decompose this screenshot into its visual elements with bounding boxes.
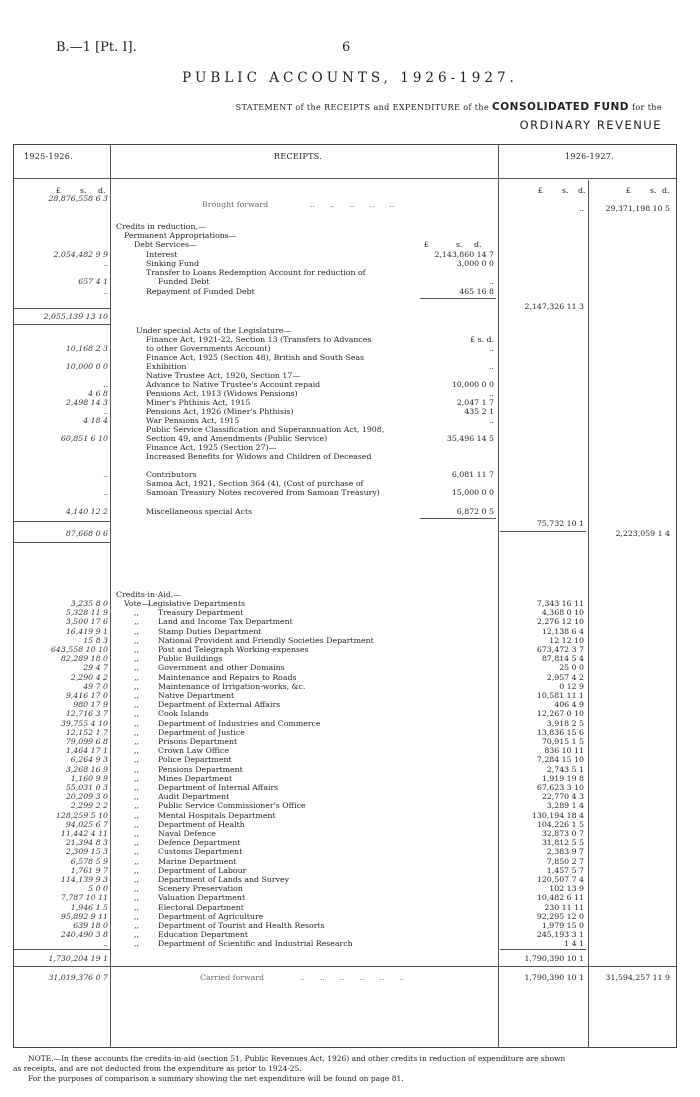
brought-forward-1926: 29,371,198 10 5 [605,204,670,213]
credits-in-aid-1925: 49 7 0 [83,682,108,691]
credits-in-aid-1925: 3,500 17 6 [65,617,108,626]
credits-in-aid-amount: 836 10 11 [544,746,584,755]
credits-in-aid-amount: 2,957 4 2 [546,673,584,682]
credits-in-aid-amount: 4,368 0 10 [541,608,584,617]
special-acts-1925-total: 87,668 0 6 [65,529,108,538]
credits-in-aid-label: Department of Industries and Commerce [158,719,321,728]
credits-in-aid-1925: 1,946 1 5 [70,903,108,912]
credits-in-aid-1925: 2,290 4 2 [70,673,108,682]
credits-in-aid-amount: 130,194 18 4 [531,811,584,820]
special-act-label: Finance Act, 1925 (Section 27)— [146,443,277,452]
ditto-mark: ,, [134,939,139,948]
ditto-mark: ,, [134,746,139,755]
credits-in-aid-label: Post and Telegraph Working-expenses [158,645,309,654]
special-act-label: Contributors [146,470,197,479]
footnote-line: NOTE.—In these accounts the credits-in-aid (section 51, Public Revenues Act, 1926) and other credits in reduction of expenditure are shown [28,1054,566,1063]
credits-in-aid-label: Native Department [158,691,235,700]
money-head-pence: d. [474,240,482,249]
ditto-mark: ,, [134,829,139,838]
credits-in-aid-amount: 10,581 11 1 [536,691,584,700]
special-act-amount: £ s. d. [470,335,494,344]
credits-in-aid-label: Cook Islands [158,709,209,718]
ditto-mark: ,, [134,709,139,718]
credits-in-aid-amount: 10,482 6 11 [536,893,584,902]
special-act-label: Miscellaneous special Acts [146,507,253,516]
credits-in-aid-1925: 79,099 6 8 [65,737,108,746]
credits-reduction-subtotal: 2,147,326 11 3 [524,302,584,311]
ditto-mark: ,, [134,866,139,875]
credits-in-aid-label: Stamp Duties Department [158,627,262,636]
credits-in-aid-1925: 128,259 5 10 [55,811,108,820]
credits-in-aid-label: Department of Health [158,820,245,829]
credits-in-aid-1925: 5 0 0 [88,884,108,893]
credits-in-aid-label: Department of Agriculture [158,912,264,921]
ditto-mark: ,, [134,801,139,810]
credits-in-aid-1925: 1,160 9 9 [70,774,108,783]
credits-in-aid-amount: 120,507 7 4 [536,875,584,884]
money-head-shilling: s. [456,240,463,249]
credits-in-aid-amount: 13,836 15 6 [536,728,584,737]
carried-forward-1926: 31,594,257 11 9 [605,973,670,982]
credits-in-aid-label: Defence Department [158,838,241,847]
subtotal-rule [500,531,586,532]
money-head-pence: d. [578,186,586,195]
credits-in-aid-label: Department of Tourist and Health Resorts [158,921,325,930]
credits-reduction-label: Transfer to Loans Redemption Account for reduction of [146,268,366,277]
credits-in-aid-label: Department of Internal Affairs [158,783,279,792]
credits-in-aid-label: Customs Department [158,847,243,856]
special-act-amount: 35,496 14 5 [446,434,494,443]
special-act-amount: .. [489,344,494,353]
credits-reduction-1925-total: 2,055,139 13 10 [43,312,108,321]
credits-in-aid-amount: 2,743 5 1 [546,765,584,774]
credits-in-aid-total: 1,790,390 10 1 [524,954,584,963]
special-act-1925: 10,168 2 3 [65,344,108,353]
credits-in-aid-1925: 5,328 11 9 [65,608,108,617]
credits-reduction-label: Interest [146,250,178,259]
special-act-1925: .. [103,488,108,497]
credits-in-aid-1925: 55,031 0 3 [65,783,108,792]
credits-in-aid-amount: 87,814 5 4 [541,654,584,663]
credits-in-aid-amount: 32,873 0 7 [541,829,584,838]
credits-in-aid-amount: 2,383 9 7 [546,847,584,856]
ditto-mark: ,, [134,930,139,939]
special-act-label: War Pensions Act, 1915 [146,416,240,425]
debt-services-heading: Debt Services— [134,240,197,249]
subtotal-rule [14,308,110,309]
credits-in-aid-label: Mental Hospitals Department [158,811,276,820]
col-head-1925: 1925-1926. [24,152,73,161]
subtotal-rule [500,949,586,950]
carried-forward-label: Carried forward [200,973,264,982]
credits-in-aid-1925: 7,787 10 11 [60,893,108,902]
brought-forward-1925: 28,876,558 6 3 [48,194,108,203]
money-head-pence: d. [98,186,106,195]
ditto-mark: ,, [134,737,139,746]
credits-in-aid-amount: 0 12 9 [559,682,584,691]
credits-in-aid-1925: 12,152 1 7 [65,728,108,737]
ditto-mark: ,, [134,719,139,728]
money-head-pound: £ [424,240,429,249]
ditto-mark: ,, [134,912,139,921]
special-act-amount: 2,047 1 7 [456,398,494,407]
credits-in-aid-label: Department of Justice [158,728,245,737]
credits-in-aid-label: Audit Department [158,792,230,801]
credits-in-aid-label: Police Department [158,755,232,764]
brought-forward-mid: .. [579,204,584,213]
ditto-mark: ,, [134,700,139,709]
vote-prefix: Vote— [124,599,150,608]
credits-in-aid-amount: 7,850 2 7 [546,857,584,866]
ditto-mark: ,, [134,820,139,829]
credits-in-aid-amount: 406 4 9 [554,700,584,709]
carried-forward-mid: 1,790,390 10 1 [524,973,584,982]
credits-in-aid-1925: 2,299 2 2 [70,801,108,810]
money-head-pound: £ [538,186,543,195]
credits-in-aid-1925: 12,716 3 7 [65,709,108,718]
ditto-mark: ,, [134,857,139,866]
special-act-label: Public Service Classification and Superannuation Act, 1908, [146,425,385,434]
credits-in-aid-amount: 3,918 2 5 [546,719,584,728]
credits-in-aid-amount: 3,289 1 4 [546,801,584,810]
ditto-mark: ,, [134,627,139,636]
special-act-label: Section 49, and Amendments (Public Service) [146,434,328,443]
credits-reduction-amount: 2,143,860 14 7 [434,250,494,259]
ditto-mark: ,, [134,921,139,930]
credits-in-aid-amount: 1,979 15 0 [541,921,584,930]
credits-in-aid-1925: 240,490 3 8 [60,930,108,939]
credits-reduction-label: Repayment of Funded Debt [146,287,255,296]
special-act-1925: 4 6 8 [88,389,108,398]
permanent-appropriations: Permanent Appropriations— [124,231,237,240]
special-act-label: to other Governments Account) [146,344,271,353]
special-act-label: Pensions Act, 1913 (Widows Pensions) [146,389,298,398]
special-act-amount: .. [489,362,494,371]
ditto-mark: ,, [134,765,139,774]
credits-in-aid-label: Education Department [158,930,249,939]
brought-forward-label: Brought forward [202,200,269,209]
credits-in-aid-label: Public Buildings [158,654,223,663]
credits-in-aid-label: Marine Department [158,857,237,866]
credits-in-aid-1925: 2,309 15 3 [65,847,108,856]
ditto-mark: ,, [134,682,139,691]
credits-in-aid-1925: 16,419 9 1 [65,627,108,636]
credits-in-aid-1925: 6,578 5 9 [70,857,108,866]
credits-in-aid-heading: Credits-in-Aid,— [116,590,182,599]
credits-reduction-1925: .. [103,287,108,296]
credits-in-aid-label: Department of Lands and Survey [158,875,290,884]
credits-in-aid-1925: 1,761 9 7 [70,866,108,875]
special-act-amount: 435 2 1 [464,407,494,416]
subtotal-rule [14,521,110,522]
special-act-1925: .. [103,470,108,479]
footnote-line: as receipts, and are not deducted from the expenditure as prior to 1924-25. [13,1064,302,1073]
special-act-label: Native Trustee Act, 1920, Section 17— [146,371,301,380]
special-act-1925: 2,498 14 3 [65,398,108,407]
page-reference: B.—1 [Pt. I]. [56,40,137,55]
subtotal-rule [420,518,496,519]
ditto-mark: ,, [134,838,139,847]
credits-in-aid-label: Prisons Department [158,737,238,746]
credits-reduction-1925: 657 4 1 [78,277,108,286]
subtitle-fund: CONSOLIDATED FUND [492,101,629,113]
credits-in-aid-1925: 643,558 10 10 [50,645,108,654]
leader-dots: .. .. .. .. .. .. [300,973,405,982]
credits-in-aid-amount: 104,226 1 5 [536,820,584,829]
special-act-amount: 15,000 0 0 [451,488,494,497]
credits-reduction-amount: 3,000 0 0 [456,259,494,268]
credits-in-aid-1925: 9,416 17 0 [65,691,108,700]
credits-in-aid-label: Department of External Affairs [158,700,281,709]
credits-in-aid-1925: 15 8 3 [83,636,108,645]
special-act-1925: .. [103,380,108,389]
column-divider [498,144,499,1048]
credits-in-aid-label: Naval Defence [158,829,216,838]
credits-in-aid-1925-total: 1,730,204 19 1 [48,954,108,963]
ditto-mark: ,, [134,811,139,820]
ditto-mark: ,, [134,636,139,645]
credits-in-aid-label: Department of Scientific and Industrial Research [158,939,353,948]
special-act-1925: 60,851 6 10 [60,434,108,443]
credits-in-aid-1925: 980 17 9 [73,700,108,709]
ditto-mark: ,, [134,673,139,682]
credits-in-aid-amount: 673,472 3 7 [536,645,584,654]
money-head-shilling: s. [650,186,657,195]
credits-in-aid-amount: 67,623 3 10 [536,783,584,792]
credits-in-aid-1925: 39,755 4 10 [60,719,108,728]
credits-in-aid-amount: 12,267 0 10 [536,709,584,718]
special-act-amount: 10,000 0 0 [451,380,494,389]
special-act-1925: 4 18 4 [83,416,108,425]
special-act-label: Finance Act, 1921-22, Section 13 (Transfers to Advances [146,335,372,344]
credits-in-aid-1925: 639 18 0 [73,921,108,930]
special-act-label: Pensions Act, 1926 (Miner's Phthisis) [146,407,294,416]
credits-in-aid-amount: 12,138 6 4 [541,627,584,636]
page-title: PUBLIC ACCOUNTS, 1926-1927. [182,70,518,86]
credits-in-aid-1925: 29 4 7 [83,663,108,672]
credits-in-aid-1925: 6,264 9 3 [70,755,108,764]
subtotal-rule [14,542,110,543]
credits-in-aid-amount: 92,295 12 0 [536,912,584,921]
credits-in-aid-label: Treasury Department [158,608,244,617]
subtitle-suffix: for the [631,103,662,112]
receipts-total-1926: 2,223,059 1 4 [615,529,670,538]
ditto-mark: ,, [134,893,139,902]
credits-reduction-amount: 465 16 8 [459,287,494,296]
column-divider [110,144,111,1048]
special-act-amount: 6,081 11 7 [451,470,494,479]
subtotal-rule [420,298,496,299]
credits-reduction-label: Sinking Fund [146,259,200,268]
special-act-1925: 10,000 0 0 [65,362,108,371]
ditto-mark: ,, [134,792,139,801]
col-head-receipts: RECEIPTS. [274,152,323,161]
credits-in-aid-1925: 1,464 17 1 [65,746,108,755]
col-head-1926: 1926-1927. [565,152,614,161]
credits-in-aid-label: Maintenance of Irrigation-works, &c. [158,682,306,691]
special-act-1925: 4,140 12 2 [65,507,108,516]
credits-in-aid-amount: 1,457 5 7 [546,866,584,875]
special-act-label: Increased Benefits for Widows and Children of Deceased [146,452,372,461]
special-acts-heading: Under special Acts of the Legislature— [136,326,292,335]
money-head-shilling: s. [80,186,87,195]
column-divider [588,180,589,1048]
special-act-label: Finance Act, 1925 (Section 48), British and South Seas [146,353,365,362]
special-act-amount: .. [489,389,494,398]
credits-reduction-amount: .. [489,277,494,286]
credits-in-aid-label: Government and other Domains [158,663,285,672]
credits-in-aid-amount: 31,812 5 5 [541,838,584,847]
credits-in-aid-label: Mines Department [158,774,233,783]
special-act-amount: 6,872 0 5 [456,507,494,516]
credits-in-aid-1925: 3,235 8 0 [70,599,108,608]
credits-in-aid-amount: 1,919 19 8 [541,774,584,783]
subtitle-prefix: STATEMENT of the RECEIPTS and EXPENDITURE of the [235,103,490,112]
subtotal-rule [14,949,110,950]
ditto-mark: ,, [134,663,139,672]
ditto-mark: ,, [134,774,139,783]
credits-in-aid-label: Pensions Department [158,765,243,774]
carried-forward-1925: 31,019,376 0 7 [48,973,108,982]
ditto-mark: ,, [134,654,139,663]
credits-in-aid-label: Legislative Departments [148,599,246,608]
special-act-label: Miner's Phthisis Act, 1915 [146,398,251,407]
credits-in-aid-label: Department of Labour [158,866,247,875]
credits-in-aid-1925: .. [103,939,108,948]
credits-in-aid-amount: 25 0 0 [559,663,584,672]
ditto-mark: ,, [134,783,139,792]
credits-in-aid-amount: 12 12 10 [549,636,584,645]
ditto-mark: ,, [134,875,139,884]
credits-in-aid-label: Electoral Department [158,903,244,912]
credits-reduction-1925: 2,054,482 9 9 [53,250,108,259]
credits-in-aid-label: Scenery Preservation [158,884,243,893]
credits-in-aid-amount: 70,915 1 5 [541,737,584,746]
special-acts-subtotal: 75,732 10 1 [536,519,584,528]
credits-reduction-heading: Credits in reduction,— [116,222,206,231]
credits-in-aid-1925: 94,025 6 7 [65,820,108,829]
subtotal-rule [14,966,676,967]
special-act-label: Samoan Treasury Notes recovered from Samoan Treasury) [146,488,380,497]
ditto-mark: ,, [134,617,139,626]
ditto-mark: ,, [134,884,139,893]
page-number: 6 [342,40,351,55]
credits-in-aid-label: Maintenance and Repairs to Roads [158,673,297,682]
credits-in-aid-1925: 95,892 9 11 [60,912,108,921]
credits-in-aid-label: Public Service Commissioner's Office [158,801,306,810]
special-act-label: Advance to Native Trustee's Account repaid [146,380,321,389]
credits-in-aid-1925: 20,209 3 0 [65,792,108,801]
credits-in-aid-amount: 102 13 9 [549,884,584,893]
statement-subtitle [236,101,662,113]
leader-dots: .. .. .. .. .. [310,200,395,209]
credits-in-aid-amount: 7,343 16 11 [536,599,584,608]
special-act-label: Exhibition [146,362,187,371]
ditto-mark: ,, [134,847,139,856]
subtotal-rule [14,324,110,325]
credits-in-aid-amount: 2,276 12 10 [536,617,584,626]
credits-in-aid-1925: 3,268 16 9 [65,765,108,774]
ditto-mark: ,, [134,903,139,912]
special-act-1925: .. [103,407,108,416]
money-head-pence: d. [662,186,670,195]
ditto-mark: ,, [134,755,139,764]
money-head-pound: £ [626,186,631,195]
money-head-pound: £ [56,186,61,195]
credits-in-aid-1925: 114,139 9 3 [60,875,108,884]
credits-in-aid-label: Crown Law Office [158,746,229,755]
credits-in-aid-label: National Provident and Friendly Societies Department [158,636,374,645]
credits-in-aid-amount: 230 11 11 [544,903,584,912]
credits-in-aid-label: Valuation Department [158,893,246,902]
credits-in-aid-1925: 11,442 4 11 [60,829,108,838]
credits-in-aid-label: Land and Income Tax Department [158,617,293,626]
ditto-mark: ,, [134,645,139,654]
ditto-mark: ,, [134,691,139,700]
subtitle-revenue: ORDINARY REVENUE [519,118,662,132]
credits-in-aid-amount: 22,770 4 3 [541,792,584,801]
credits-in-aid-amount: 245,193 3 1 [536,930,584,939]
ditto-mark: ,, [134,608,139,617]
credits-in-aid-amount: 1 4 1 [564,939,584,948]
footnote-line: For the purposes of comparison a summary showing the net expenditure will be found on page 81. [28,1074,404,1083]
header-rule [13,178,676,179]
money-head-shilling: s. [562,186,569,195]
ditto-mark: ,, [134,728,139,737]
credits-in-aid-1925: 21,394 8 3 [65,838,108,847]
special-act-amount: .. [489,416,494,425]
credits-reduction-1925: .. [103,259,108,268]
credits-in-aid-amount: 7,284 15 10 [536,755,584,764]
special-act-label: Samoa Act, 1921, Section 364 (4), (Cost of purchase of [146,479,364,488]
credits-in-aid-1925: 82,289 18 0 [60,654,108,663]
credits-reduction-label: Funded Debt [158,277,210,286]
